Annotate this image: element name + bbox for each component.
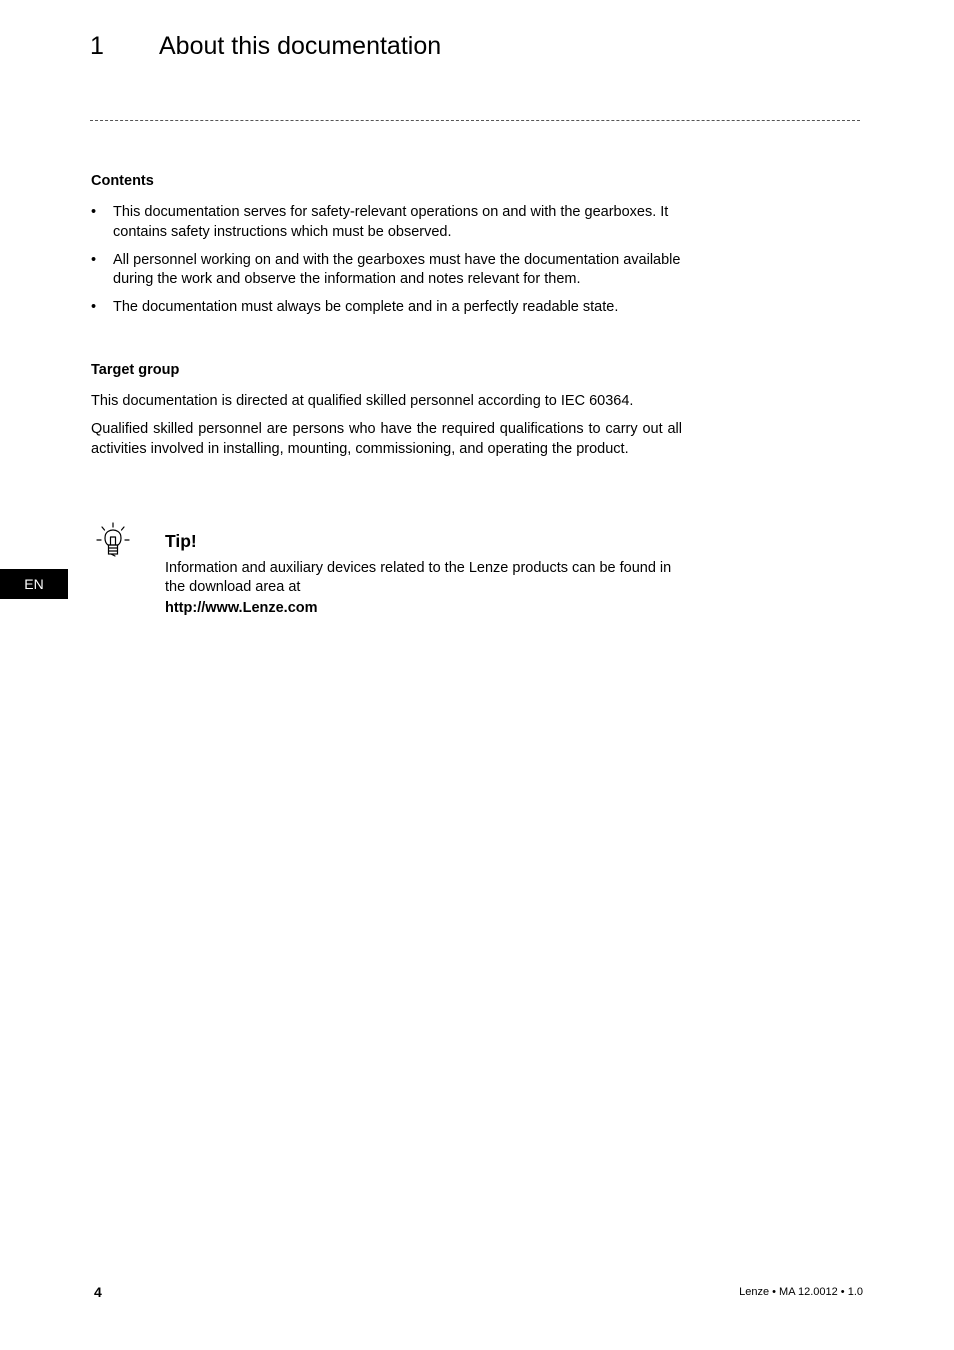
lightbulb-icon [95,522,131,558]
language-tab: EN [0,569,68,599]
bullet-icon: • [91,204,97,220]
contents-heading: Contents [91,173,154,189]
list-item-text: The documentation must always be complete and in a perfectly readable state. [113,299,619,315]
list-item [91,203,683,242]
tip-title: Tip! [165,531,197,551]
dashed-divider [90,120,860,121]
chapter-number: 1 [90,32,104,60]
tip-text: Information and auxiliary devices related to the Lenze products can be found in the download area at [165,560,672,595]
target-group-paragraph-1: This documentation is directed at qualified skilled personnel according to IEC 60364. [91,393,634,409]
chapter-title: About this documentation [159,32,442,60]
contents-list [91,203,683,326]
footer-document-info: Lenze • MA 12.0012 • 1.0 [739,1286,863,1298]
list-item [91,298,683,318]
list-item-text: All personnel working on and with the gearboxes must have the documentation available during the work and observe the information and notes relevant for them. [113,251,681,287]
bullet-icon: • [91,299,97,315]
list-item [91,251,683,290]
download-link[interactable]: http://www.Lenze.com [165,600,318,616]
bullet-icon: • [91,251,97,268]
list-item-text: This documentation serves for safety-relevant operations on and with the gearboxes. It contains safety instructions which must be observed. [113,204,669,240]
page-number: 4 [94,1284,102,1300]
target-group-paragraph-2: Qualified skilled personnel are persons who have the required qualifications to carry out all activities involved in installing, mounting, commissioning, and operating the product. [91,421,682,457]
target-group-heading: Target group [91,362,180,378]
